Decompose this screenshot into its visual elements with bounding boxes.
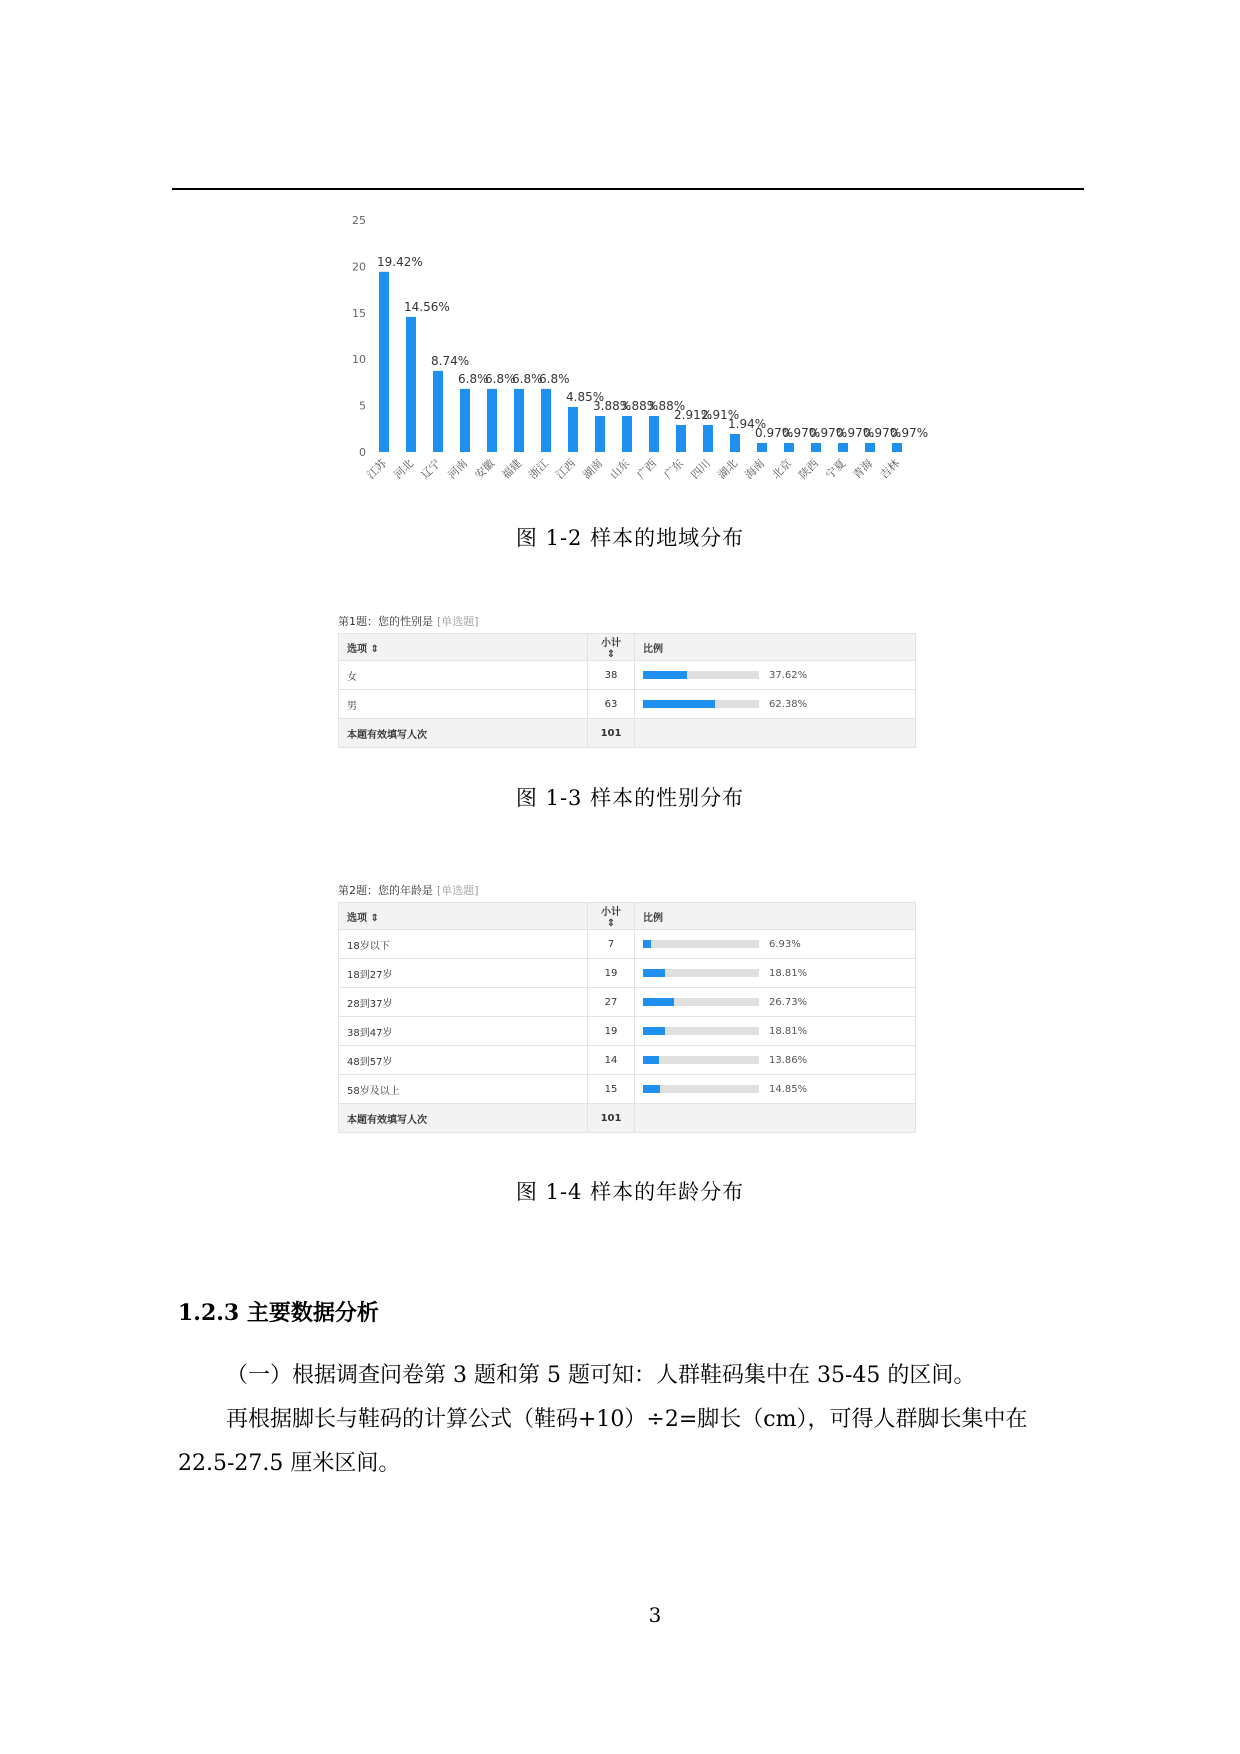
table-row bbox=[339, 1046, 916, 1075]
table-row bbox=[339, 930, 916, 959]
data-label: 0.97% bbox=[863, 425, 902, 440]
gender-table bbox=[338, 633, 916, 748]
y-tick-label: 5 bbox=[359, 399, 366, 413]
header-option[interactable]: 选项 ⇕ bbox=[339, 903, 588, 930]
table-row bbox=[339, 1075, 916, 1104]
ratio-bar-track bbox=[643, 700, 759, 708]
x-category-label: 北京 bbox=[769, 456, 795, 482]
x-category-label: 湖南 bbox=[580, 456, 606, 482]
count-cell: 14 bbox=[588, 1046, 635, 1075]
paragraph-2: 再根据脚长与鞋码的计算公式（鞋码+10）÷2=脚长（cm），可得人群脚长集中在 22.5-27.5 厘米区间。 bbox=[178, 1407, 1028, 1476]
bar bbox=[568, 407, 578, 452]
x-category-label: 江西 bbox=[553, 456, 579, 482]
option-cell: 18到27岁 bbox=[339, 959, 588, 988]
table-row bbox=[339, 959, 916, 988]
table-row bbox=[339, 661, 916, 690]
figure-caption-1-2: 图 1-2 样本的地域分布 bbox=[515, 526, 745, 550]
count-cell: 19 bbox=[588, 959, 635, 988]
ratio-bar-track bbox=[643, 671, 759, 679]
bar bbox=[487, 389, 497, 452]
x-category-label: 河北 bbox=[391, 456, 417, 482]
ratio-bar-track bbox=[643, 1056, 759, 1064]
ratio-cell bbox=[635, 930, 916, 959]
data-label: 6.8% bbox=[539, 371, 570, 386]
table-row bbox=[339, 1017, 916, 1046]
option-cell: 女 bbox=[339, 661, 588, 690]
ratio-bar-fill bbox=[643, 969, 665, 977]
y-tick-label: 10 bbox=[352, 353, 366, 367]
y-tick-label: 0 bbox=[359, 446, 366, 459]
question-title bbox=[338, 611, 918, 633]
data-label: 0.97% bbox=[782, 425, 821, 440]
data-label: 8.74% bbox=[431, 353, 470, 368]
data-label: 6.8% bbox=[485, 371, 516, 386]
bar bbox=[595, 416, 605, 452]
x-category-label: 陕西 bbox=[796, 456, 822, 482]
paragraph-1: （一）根据调查问卷第 3 题和第 5 题可知：人群鞋码集中在 35-45 的区间。 bbox=[226, 1363, 976, 1388]
data-label: 0.97% bbox=[809, 425, 848, 440]
data-label: 14.56% bbox=[404, 299, 450, 314]
x-category-label: 福建 bbox=[499, 456, 525, 482]
ratio-cell bbox=[635, 1017, 916, 1046]
total-empty-cell bbox=[635, 1104, 916, 1133]
ratio-bar-track bbox=[643, 1085, 759, 1093]
bar bbox=[703, 425, 713, 452]
bar bbox=[379, 272, 389, 452]
option-cell: 28到37岁 bbox=[339, 988, 588, 1017]
bar bbox=[730, 434, 740, 452]
age-survey bbox=[338, 880, 918, 1133]
x-category-label: 海南 bbox=[742, 456, 768, 482]
data-label: 3.88% bbox=[593, 398, 632, 413]
ratio-percent: 18.81% bbox=[769, 967, 808, 979]
header-count[interactable]: 小计 ⇕ bbox=[588, 634, 635, 661]
ratio-cell bbox=[635, 661, 916, 690]
ratio-bar-fill bbox=[643, 940, 651, 948]
header-ratio: 比例 bbox=[635, 903, 916, 930]
count-cell: 15 bbox=[588, 1075, 635, 1104]
x-category-label: 安徽 bbox=[472, 456, 498, 482]
data-label: 1.94% bbox=[728, 416, 767, 431]
x-category-label: 湖北 bbox=[715, 456, 741, 482]
count-cell: 19 bbox=[588, 1017, 635, 1046]
bar bbox=[838, 443, 848, 452]
count-cell: 38 bbox=[588, 661, 635, 690]
x-category-label: 四川 bbox=[688, 456, 714, 482]
x-category-label: 河南 bbox=[445, 456, 471, 482]
option-cell: 48到57岁 bbox=[339, 1046, 588, 1075]
bar bbox=[649, 416, 659, 452]
header-ratio: 比例 bbox=[635, 634, 916, 661]
data-label: 2.91% bbox=[674, 407, 713, 422]
total-row bbox=[339, 1104, 916, 1133]
ratio-percent: 62.38% bbox=[769, 698, 808, 710]
bar bbox=[757, 443, 767, 452]
option-cell: 18岁以下 bbox=[339, 930, 588, 959]
total-label: 本题有效填写人次 bbox=[339, 1104, 588, 1133]
region-bar-chart bbox=[340, 208, 930, 508]
data-label: 0.97% bbox=[890, 425, 929, 440]
bar bbox=[541, 389, 551, 452]
count-cell: 7 bbox=[588, 930, 635, 959]
ratio-bar-fill bbox=[643, 1027, 665, 1035]
bar bbox=[406, 317, 416, 452]
data-label: 4.85% bbox=[566, 389, 605, 404]
ratio-percent: 26.73% bbox=[769, 996, 808, 1008]
ratio-percent: 18.81% bbox=[769, 1025, 808, 1037]
age-table bbox=[338, 902, 916, 1133]
x-category-label: 宁夏 bbox=[823, 456, 849, 482]
ratio-bar-fill bbox=[643, 1085, 660, 1093]
ratio-bar-fill bbox=[643, 1056, 659, 1064]
data-label: 6.8% bbox=[512, 371, 543, 386]
bar bbox=[892, 443, 902, 452]
bar bbox=[622, 416, 632, 452]
count-cell: 27 bbox=[588, 988, 635, 1017]
page-number: 3 bbox=[648, 1603, 662, 1627]
table-row bbox=[339, 988, 916, 1017]
ratio-percent: 6.93% bbox=[769, 938, 801, 950]
bar bbox=[433, 371, 443, 452]
total-row bbox=[339, 719, 916, 748]
bar bbox=[514, 389, 524, 452]
question-title-text: 第2题：您的年龄是 bbox=[338, 884, 433, 897]
data-label: 0.97% bbox=[755, 425, 794, 440]
count-cell: 63 bbox=[588, 690, 635, 719]
ratio-bar-fill bbox=[643, 671, 687, 679]
total-label: 本题有效填写人次 bbox=[339, 719, 588, 748]
x-category-label: 广西 bbox=[634, 456, 660, 482]
data-label: 0.97% bbox=[836, 425, 875, 440]
ratio-cell bbox=[635, 1075, 916, 1104]
x-category-label: 广东 bbox=[661, 456, 687, 482]
ratio-percent: 37.62% bbox=[769, 669, 808, 681]
question-type-tag: [单选题] bbox=[437, 884, 479, 897]
ratio-cell bbox=[635, 959, 916, 988]
figure-caption-1-3: 图 1-3 样本的性别分布 bbox=[515, 786, 745, 810]
bar bbox=[811, 443, 821, 452]
y-tick-label: 25 bbox=[352, 214, 366, 227]
gender-survey bbox=[338, 611, 918, 748]
bar bbox=[784, 443, 794, 452]
x-category-label: 青海 bbox=[850, 456, 876, 482]
option-cell: 男 bbox=[339, 690, 588, 719]
data-label: 3.88% bbox=[620, 398, 659, 413]
ratio-cell bbox=[635, 690, 916, 719]
bar bbox=[460, 389, 470, 452]
header-count[interactable]: 小计 ⇕ bbox=[588, 903, 635, 930]
ratio-cell bbox=[635, 988, 916, 1017]
total-count: 101 bbox=[588, 719, 635, 748]
x-category-label: 江苏 bbox=[364, 456, 390, 482]
ratio-bar-fill bbox=[643, 700, 715, 708]
section-heading: 1.2.3 主要数据分析 bbox=[178, 1300, 379, 1326]
total-empty-cell bbox=[635, 719, 916, 748]
x-category-label: 山东 bbox=[607, 456, 633, 482]
data-label: 19.42% bbox=[377, 254, 423, 269]
ratio-bar-fill bbox=[643, 998, 674, 1006]
ratio-bar-track bbox=[643, 998, 759, 1006]
figure-caption-1-4: 图 1-4 样本的年龄分布 bbox=[515, 1180, 745, 1204]
table-header-row bbox=[339, 903, 916, 930]
data-label: 3.88% bbox=[647, 398, 686, 413]
option-cell: 58岁及以上 bbox=[339, 1075, 588, 1104]
y-tick-label: 15 bbox=[352, 306, 366, 320]
ratio-percent: 13.86% bbox=[769, 1054, 808, 1066]
ratio-cell bbox=[635, 1046, 916, 1075]
data-label: 2.91% bbox=[701, 407, 740, 422]
option-cell: 38到47岁 bbox=[339, 1017, 588, 1046]
ratio-percent: 14.85% bbox=[769, 1083, 808, 1095]
header-rule bbox=[172, 188, 1084, 190]
ratio-bar-track bbox=[643, 969, 759, 977]
table-header-row bbox=[339, 634, 916, 661]
total-count: 101 bbox=[588, 1104, 635, 1133]
ratio-bar-track bbox=[643, 1027, 759, 1035]
question-type-tag: [单选题] bbox=[437, 615, 479, 628]
ratio-bar-track bbox=[643, 940, 759, 948]
bar bbox=[676, 425, 686, 452]
x-category-label: 浙江 bbox=[526, 456, 552, 482]
x-category-label: 吉林 bbox=[877, 456, 903, 482]
y-tick-label: 20 bbox=[352, 260, 366, 274]
question-title bbox=[338, 880, 918, 902]
bar bbox=[865, 443, 875, 452]
x-category-label: 辽宁 bbox=[418, 456, 444, 482]
header-option[interactable]: 选项 ⇕ bbox=[339, 634, 588, 661]
table-row bbox=[339, 690, 916, 719]
question-title-text: 第1题：您的性别是 bbox=[338, 615, 433, 628]
data-label: 6.8% bbox=[458, 371, 489, 386]
